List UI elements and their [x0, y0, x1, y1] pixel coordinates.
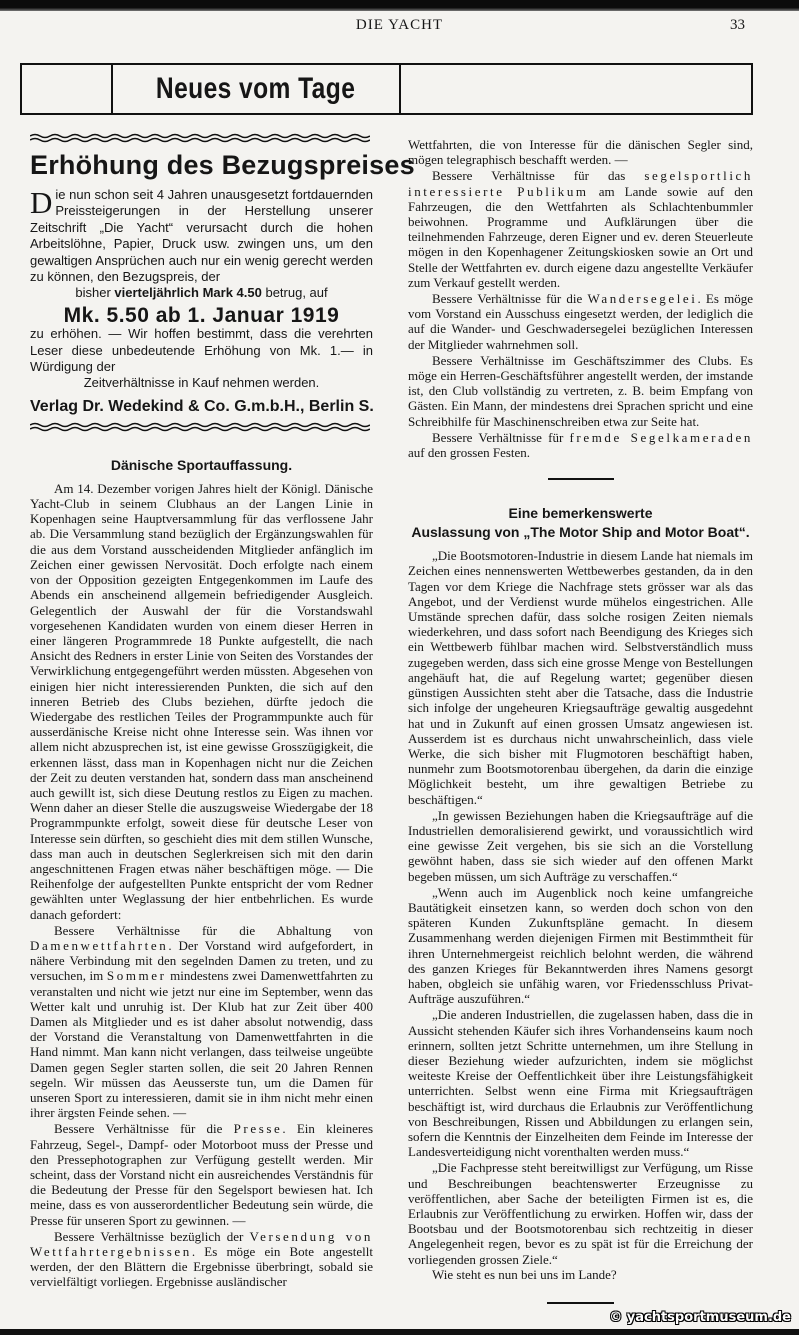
spaced-text: fremde Segelkameraden — [569, 429, 753, 445]
paragraph: Am 14. Dezember vorigen Jahres hielt der Königl. Dänische Yacht-Club in seinem Clubhaus an der Langen Linie in Kopenhagen seine Hauptversammlung für das verflossene Jahr ab. Die Versammlung stand bezüglich der Ergänzungswahlen für die aus dem Vorstand ausscheidenden Mitglieder anfänglich im Zeichen einer gewissen Nervosität. Doch erfolgte nach einem von der Opposition gezeigten Entgegenkommen im Laufe des Abends ein anscheinend allgemein befriedigender Ausgleich. Gelegentlich der Auswahl der für die Vorstandswahl vorgesehenen Kandidaten wurden von einem dieser Herren in einer längeren Programmrede 18 Punkte aufgestellt, die nach Ansicht des Redners in erster Linie von Seiten des Vorstandes der Verwirklichung entgegengeführt werden müssten. Abgesehen von einigen hier nicht interessierenden Punkten, die sich auf den inneren Betrieb des Clubs beziehen, dürfte jedoch die Wiedergabe des restlichen Teiles der Programmpunkte auch für ausserdänische Kreise nicht ohne Interesse sein. Was ihnen vor allem nicht abzusprechen ist, ist eine gewisse Grosszügigkeit, die erkennen lässt, dass man in Kopenhagen nicht nur die Zeichen der Zeit zu deuten verstanden hat, sondern dass man anscheinend auch gewillt ist, sich diese Deutung restlos zu Eigen zu machen. Wenn daher an dieser Stelle die auszugsweise Wiedergabe der 18 Programmpunkte erfolgt, soweit diese für deutsche Leser von Interesse sein dürften, so geschieht dies mit dem stillen Wunsche, dass man auch in deutschen Seglerkreisen sich mit den darin angeschnittenen Fragen etwas näher beschäftigen möge. — Die Reihenfolge der aufgestellten Punkte entspricht der vom Redner gewählten unter Weglassung der hier entbehrlichen. Es wurde danach gefordert: — [30, 480, 373, 922]
title-box-right-cell — [401, 65, 751, 113]
text: Bessere Verhältnisse für die — [432, 291, 583, 307]
text: . Ein kleineres Fahrzeug, Segel-, Dampf- oder Motorboot muss der Presse und den Pressephotographen zur Verfügung gestellt werden. Mir scheint, dass der Vorstand nicht ein ausreichendes Verständnis für die Bedeutung der Presse für den Segelsport bewiesen hat. Ich meine, dass es von ausserordentlicher Bedeutung sein würde, die Presse für unseren Sport zu gewinnen. — — [30, 1121, 374, 1228]
right-column-article — [408, 548, 753, 1282]
text: . Es möge ein Bote angestellt werden, der den Blättern die Ergebnisse überbringt, sobald sie vervielfältigt vorliegen. Ergebnisse ausländischer — [30, 1244, 373, 1290]
running-title: DIE YACHT — [355, 17, 444, 33]
page-number: 33 — [730, 17, 745, 33]
spaced-text: Versendung von Wettfahrtergebnissen — [30, 1228, 373, 1260]
paragraph: Wie steht es nun bei uns im Lande? — [432, 1266, 617, 1282]
paragraph — [408, 291, 753, 352]
text: Bessere Verhältnisse für — [432, 429, 564, 445]
notice-text: Zeitverhältnisse in Kauf nehmen werden. — [83, 375, 320, 391]
notice-text: betrug, auf — [265, 285, 328, 301]
page-header — [0, 11, 799, 41]
text: Bessere Verhältnisse für die Abhaltung von — [54, 922, 373, 938]
article-title: Dänische Sportauffassung. — [110, 456, 293, 473]
right-column-top — [408, 137, 753, 460]
drop-cap: D — [30, 185, 53, 220]
paragraph: „In gewissen Beziehungen haben die Kriegsaufträge auf die Industriellen demoralisierend gewirkt, und voraussichtlich wird eine gewisse Zeit vergehen, bis sie sich an die Vorstellung gewöhnt haben, dass sie sich wieder auf den offenen Markt begeben müssen, um sich Aufträge zu verschaffen.“ — [408, 807, 753, 884]
publisher-signature: Verlag Dr. Wedekind & Co. G.m.b.H., Berlin S. — [30, 397, 374, 415]
paragraph — [30, 1121, 373, 1227]
wave-ornament-top — [30, 133, 370, 143]
text: Bessere Verhältnisse für das — [432, 168, 626, 184]
old-price: vierteljährlich Mark 4.50 — [114, 285, 262, 301]
title-line: Eine bemerkenswerte — [508, 505, 653, 522]
notice-text: ie nun schon seit 4 Jahren unausgesetzt fortdauernden Preissteigerungen in der Herstellung unserer Zeitschrift „Die Yacht“ verursacht durch die hohen Arbeitslöhne, Papier, Druck usw. zwingen uns, um den gewaltigen Ansprüchen auch nur ein wenig gerecht werden zu können, den Bezugspreis, der — [30, 187, 373, 285]
title-box-left-cell — [22, 65, 113, 113]
text: mindestens zwei Damenwettfahrten zu veranstalten und nicht wie jetzt nur eine im September, wenn das Wetter kalt und unruhig ist. Der Klub hat zur Zeit über 400 Damen als Mitglieder und es ist daher absolut notwendig, dass der Vorstand die Veranstaltung von Damenwettfahrten in die Hand nimmt. Man kann nicht verlangen, dass teilweise ungeübte Damen gegen Segler starten sollen, die seit 20 Jahren Rennen segeln. Wir müssen das Aeusserste tun, um die Damen für unseren Sport zu interessieren, damit sie in ihm nicht mehr einen ihrer ärgsten Feinde sehen. — — [30, 968, 374, 1121]
watermark: © yachtsportmuseum.de — [609, 1310, 791, 1326]
price-increase-notice — [30, 149, 415, 416]
paragraph — [408, 430, 753, 460]
section-divider — [548, 478, 614, 480]
notice-old-price-line — [30, 285, 373, 301]
paragraph: „Wenn auch im Augenblick noch keine umfangreiche Bautätigkeit einsetzen kann, so werden doch schon von den späteren Kunden Zukunftspläne gemacht. In diesem Zusammenhang werden diejenigen Firmen mit Bestimmtheit für ihren Unternehmergeist reichlich belohnt werden, die während des ganzen Krieges für Bekanntwerden ihres Namens gesorgt haben, obgleich sie unfähig waren, vor Friedensschluss Privat-Aufträge auszuführen.“ — [408, 884, 753, 1007]
text: am Lande sowie auf den Fahrzeugen, die den Wettfahrten als Schlachtenbummler beiwohnen. Programme und Aufklärungen über die teilnehmenden Fahrzeuge, deren Eigner und ev. deren Steuerleute mögen in den Kopenhagener Zeitungskiosken sowie an Ort und Stelle der Wettfahrten ev. durch eigene dazu angestellte Verkäufer zum Verkauf gestellt werden. — [408, 183, 754, 290]
notice-text: bisher — [75, 285, 111, 301]
text: Bessere Verhältnisse für die — [54, 1121, 223, 1137]
paragraph: „Die anderen Industriellen, die zugelassen haben, dass die in Aussicht stehenden Käufer sich ihres Vorhandenseins kaum noch erinnern, sollten jetzt Schritte unternehmen, um ihre Stellung in dieser Beziehung wieder aufzurichten, indem sie möglichst weiteste Kreise der Oeffentlichkeit über ihre Leistungsfähigkeit unterrichten. Selbst wenn eine Firma mit Kriegsaufträgen beschäftigt ist, wird durchaus die Erlaubnis zur Veröffentlichung von Beschreibungen, Rissen und Abbildungen zu erlangen sein, sofern die Kenntnis der Einzelheiten dem Feinde im Interesse der Landesverteidigung nicht vorenthalten werden muss.“ — [408, 1007, 753, 1160]
paragraph: Wettfahrten, die von Interesse für die dänischen Segler sind, mögen telegraphisch beschafft werden. — — [408, 137, 753, 168]
title-line: Auslassung von „The Motor Ship and Motor Boat“. — [411, 524, 750, 541]
paragraph — [408, 168, 753, 290]
section-title: Neues vom Tage — [156, 72, 356, 105]
article-title — [408, 504, 753, 542]
two-column-body — [0, 133, 799, 1304]
paragraph: Bessere Verhältnisse im Geschäftszimmer des Clubs. Es möge ein Herren-Geschäftsführer angestellt werden, der imstande ist, den Club vollständig zu vertreten, z. B. beim Empfang von Gästen. Ein Mann, der mindestens drei Sprachen spricht und eine Schreibhilfe für Maschinenschreiben etwa zur Seite hat. — [408, 352, 753, 429]
section-title-box — [20, 63, 753, 115]
paragraph: „Die Fachpresse steht bereitwilligst zur Verfügung, um Risse und Beschreibungen beachtenswerter Erzeugnisse zu veröffentlichen, aber Sache der beteiligten Firmen ist es, die Erlaubnis zur Veröffentlichung zu erwirken. Hoffen wir, dass der Bootsbau und der Bootsmotorenbau sich rechtzeitig in dieser Angelegenheit regen, bevor es zu spät ist für die Erreichung der vorliegenden grossen Ziele.“ — [408, 1160, 753, 1267]
scan-edge-top — [0, 0, 799, 11]
text: auf den grossen Festen. — [408, 445, 531, 461]
title-box-center-cell — [113, 65, 401, 113]
notice-body — [30, 187, 373, 392]
text: . Es möge vom Vorstand ein Ausschuss eingesetzt werden, der lediglich die auf die Wander- und Geschwadersegelei bezüglichen Interessen der Mitglieder wahrnehmen soll. — [408, 291, 753, 352]
text: . Der Vorstand wird aufgefordert, in nähere Verbindung mit den segelnden Damen zu treten, und zu versuchen, im — [30, 937, 373, 984]
left-column — [30, 133, 415, 1304]
paragraph — [30, 923, 373, 1121]
spaced-text: Damenwettfahrten — [30, 937, 169, 953]
new-price: Mk. 5.50 ab 1. Januar 1919 — [63, 303, 340, 327]
end-divider — [547, 1302, 614, 1304]
left-column-text — [30, 481, 373, 1290]
notice-heading: Erhöhung des Bezugspreises — [30, 150, 415, 180]
right-column — [408, 133, 753, 1304]
paragraph: „Die Bootsmotoren-Industrie in diesem Lande hat niemals im Zeichen eines nennenswerten Wettbewerbes gestanden, da in den Tagen vor dem Kriege die Nachfrage stets grösser war als das Angebot, und der Verdienst wurde mühelos eingestrichen. Alle Umstände sprechen dafür, dass solche rosigen Zeiten niemals wiederkehren, und dass sofort nach Beendigung des Krieges sich ein Wettbewerb fühlbar machen wird. Selbstverständlich muss zugegeben werden, dass sich eine grosse Menge von Bestellungen angehäuft hat, die auf Regelung wartet; gegenüber diesen günstigen Aussichten steht aber die Tatsache, dass die Industrie sich infolge der ungeheuren Kriegsaufträge gewaltig ausgedehnt hat und in Zukunft auf einen grossen Umsatz angewiesen ist. Ausserdem ist es durchaus nicht unwahrscheinlich, dass viele Werke, die sich bisher mit Flugmotoren beschäftigt haben, nunmehr zum Bootsmotorenbau übergehen, da darin die einzige Möglichkeit besteht, um ihre gewaltigen Betriebe zu beschäftigen.“ — [408, 548, 753, 807]
paragraph — [30, 1229, 373, 1290]
text: Bessere Verhältnisse bezüglich der — [54, 1228, 244, 1244]
spaced-text: Wandersegelei — [587, 291, 698, 307]
scan-edge-bottom — [0, 1329, 799, 1335]
spaced-text: segelsportlich interessierte Publikum — [408, 168, 753, 199]
spaced-text: Sommer — [106, 968, 167, 984]
notice-text: zu erhöhen. — Wir hoffen bestimmt, dass die verehrten Leser diese unbedeutende Erhöhung von Mk. 1.— in Würdigung der — [30, 326, 373, 375]
wave-ornament-bottom — [30, 422, 370, 432]
spaced-text: Presse — [233, 1121, 283, 1137]
